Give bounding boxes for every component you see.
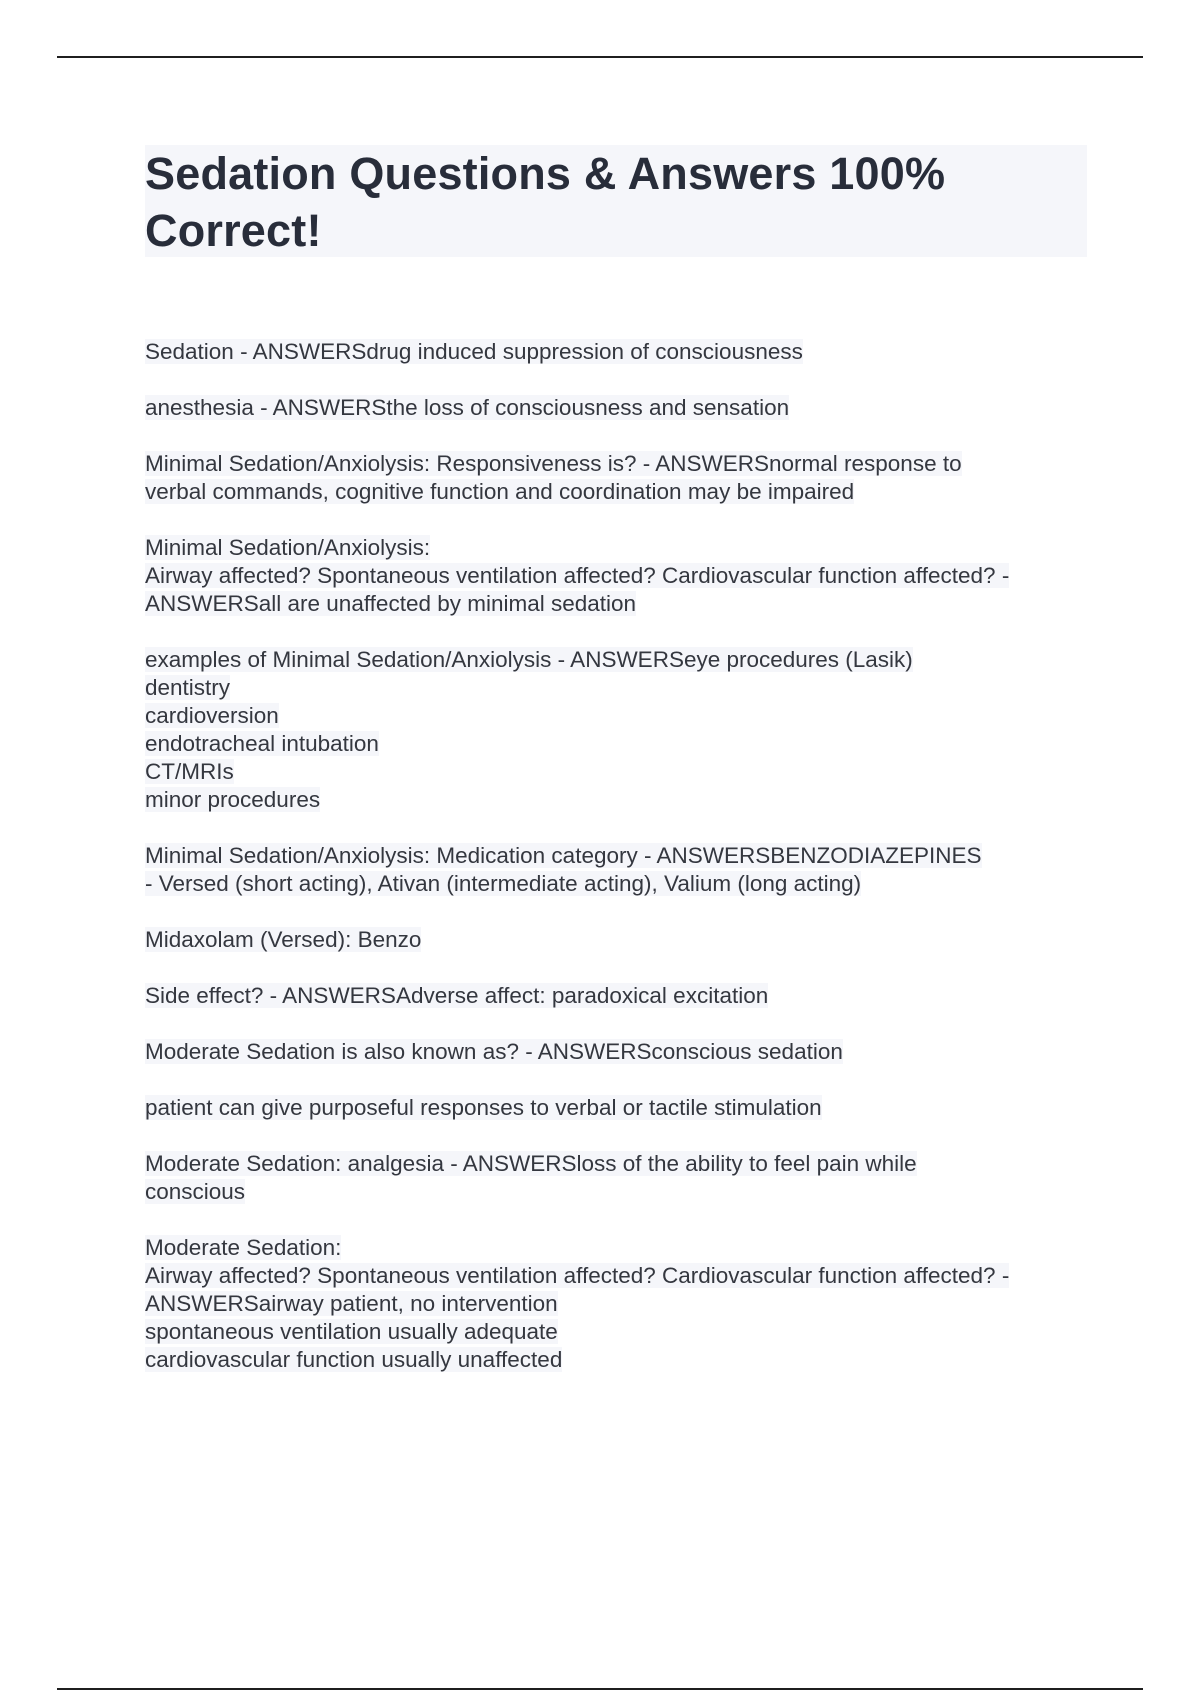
qa-text: cardiovascular function usually unaffected — [145, 1347, 563, 1372]
qa-text: cardioversion — [145, 703, 279, 728]
qa-line — [145, 1150, 1095, 1178]
qa-text: conscious — [145, 1179, 246, 1204]
qa-text: CT/MRIs — [145, 759, 234, 784]
qa-text: endotracheal intubation — [145, 731, 379, 756]
qa-line — [145, 1290, 1095, 1318]
bottom-rule — [57, 1688, 1143, 1690]
qa-line — [145, 1318, 1095, 1346]
qa-line — [145, 982, 1095, 1010]
title-line: Correct! — [145, 205, 322, 256]
qa-line — [145, 842, 1095, 870]
qa-line — [145, 590, 1095, 618]
qa-entry — [145, 842, 1095, 898]
qa-text: ANSWERSairway patient, no intervention — [145, 1291, 558, 1316]
qa-line — [145, 478, 1095, 506]
qa-entry — [145, 1038, 1095, 1066]
qa-text: Minimal Sedation/Anxiolysis: Medication category - ANSWERSBENZODIAZEPINES — [145, 843, 982, 868]
title-block — [145, 145, 1087, 257]
qa-line — [145, 1038, 1095, 1066]
qa-entry — [145, 1234, 1095, 1374]
qa-entry — [145, 646, 1095, 814]
qa-line — [145, 758, 1095, 786]
qa-text: dentistry — [145, 675, 231, 700]
qa-list — [145, 338, 1095, 1402]
qa-text: Midaxolam (Versed): Benzo — [145, 927, 422, 952]
qa-line — [145, 646, 1095, 674]
top-rule — [57, 56, 1143, 58]
qa-line — [145, 534, 1095, 562]
qa-entry — [145, 926, 1095, 954]
qa-text: Airway affected? Spontaneous ventilation affected? Cardiovascular function affected? - — [145, 563, 1010, 588]
qa-line — [145, 730, 1095, 758]
qa-line — [145, 674, 1095, 702]
qa-text: minor procedures — [145, 787, 321, 812]
qa-line — [145, 450, 1095, 478]
qa-entry — [145, 394, 1095, 422]
qa-entry — [145, 338, 1095, 366]
qa-text: Moderate Sedation: — [145, 1235, 342, 1260]
qa-line — [145, 1346, 1095, 1374]
qa-text: Moderate Sedation: analgesia - ANSWERSloss of the ability to feel pain while — [145, 1151, 917, 1176]
qa-line — [145, 702, 1095, 730]
qa-text: Sedation - ANSWERSdrug induced suppression of consciousness — [145, 339, 803, 364]
qa-line — [145, 1234, 1095, 1262]
qa-text: anesthesia - ANSWERSthe loss of consciousness and sensation — [145, 395, 790, 420]
qa-text: ANSWERSall are unaffected by minimal sedation — [145, 591, 637, 616]
qa-entry — [145, 534, 1095, 618]
qa-entry — [145, 1094, 1095, 1122]
qa-entry — [145, 450, 1095, 506]
qa-text: verbal commands, cognitive function and coordination may be impaired — [145, 479, 855, 504]
qa-line — [145, 338, 1095, 366]
qa-line — [145, 1178, 1095, 1206]
qa-text: Side effect? - ANSWERSAdverse affect: paradoxical excitation — [145, 983, 769, 1008]
qa-text: spontaneous ventilation usually adequate — [145, 1319, 558, 1344]
qa-line — [145, 562, 1095, 590]
qa-line — [145, 1262, 1095, 1290]
qa-text: Minimal Sedation/Anxiolysis: — [145, 535, 431, 560]
qa-text: Minimal Sedation/Anxiolysis: Responsiveness is? - ANSWERSnormal response to — [145, 451, 962, 476]
qa-entry — [145, 1150, 1095, 1206]
qa-text: patient can give purposeful responses to verbal or tactile stimulation — [145, 1095, 822, 1120]
qa-entry — [145, 982, 1095, 1010]
qa-line — [145, 394, 1095, 422]
qa-text: - Versed (short acting), Ativan (intermediate acting), Valium (long acting) — [145, 871, 862, 896]
qa-text: Airway affected? Spontaneous ventilation affected? Cardiovascular function affected? - — [145, 1263, 1010, 1288]
qa-line — [145, 786, 1095, 814]
qa-line — [145, 870, 1095, 898]
qa-text: Moderate Sedation is also known as? - ANSWERSconscious sedation — [145, 1039, 843, 1064]
title-line: Sedation Questions & Answers 100% — [145, 148, 946, 199]
qa-line — [145, 1094, 1095, 1122]
qa-line — [145, 926, 1095, 954]
page-title — [145, 145, 1087, 259]
qa-text: examples of Minimal Sedation/Anxiolysis - ANSWERSeye procedures (Lasik) — [145, 647, 913, 672]
